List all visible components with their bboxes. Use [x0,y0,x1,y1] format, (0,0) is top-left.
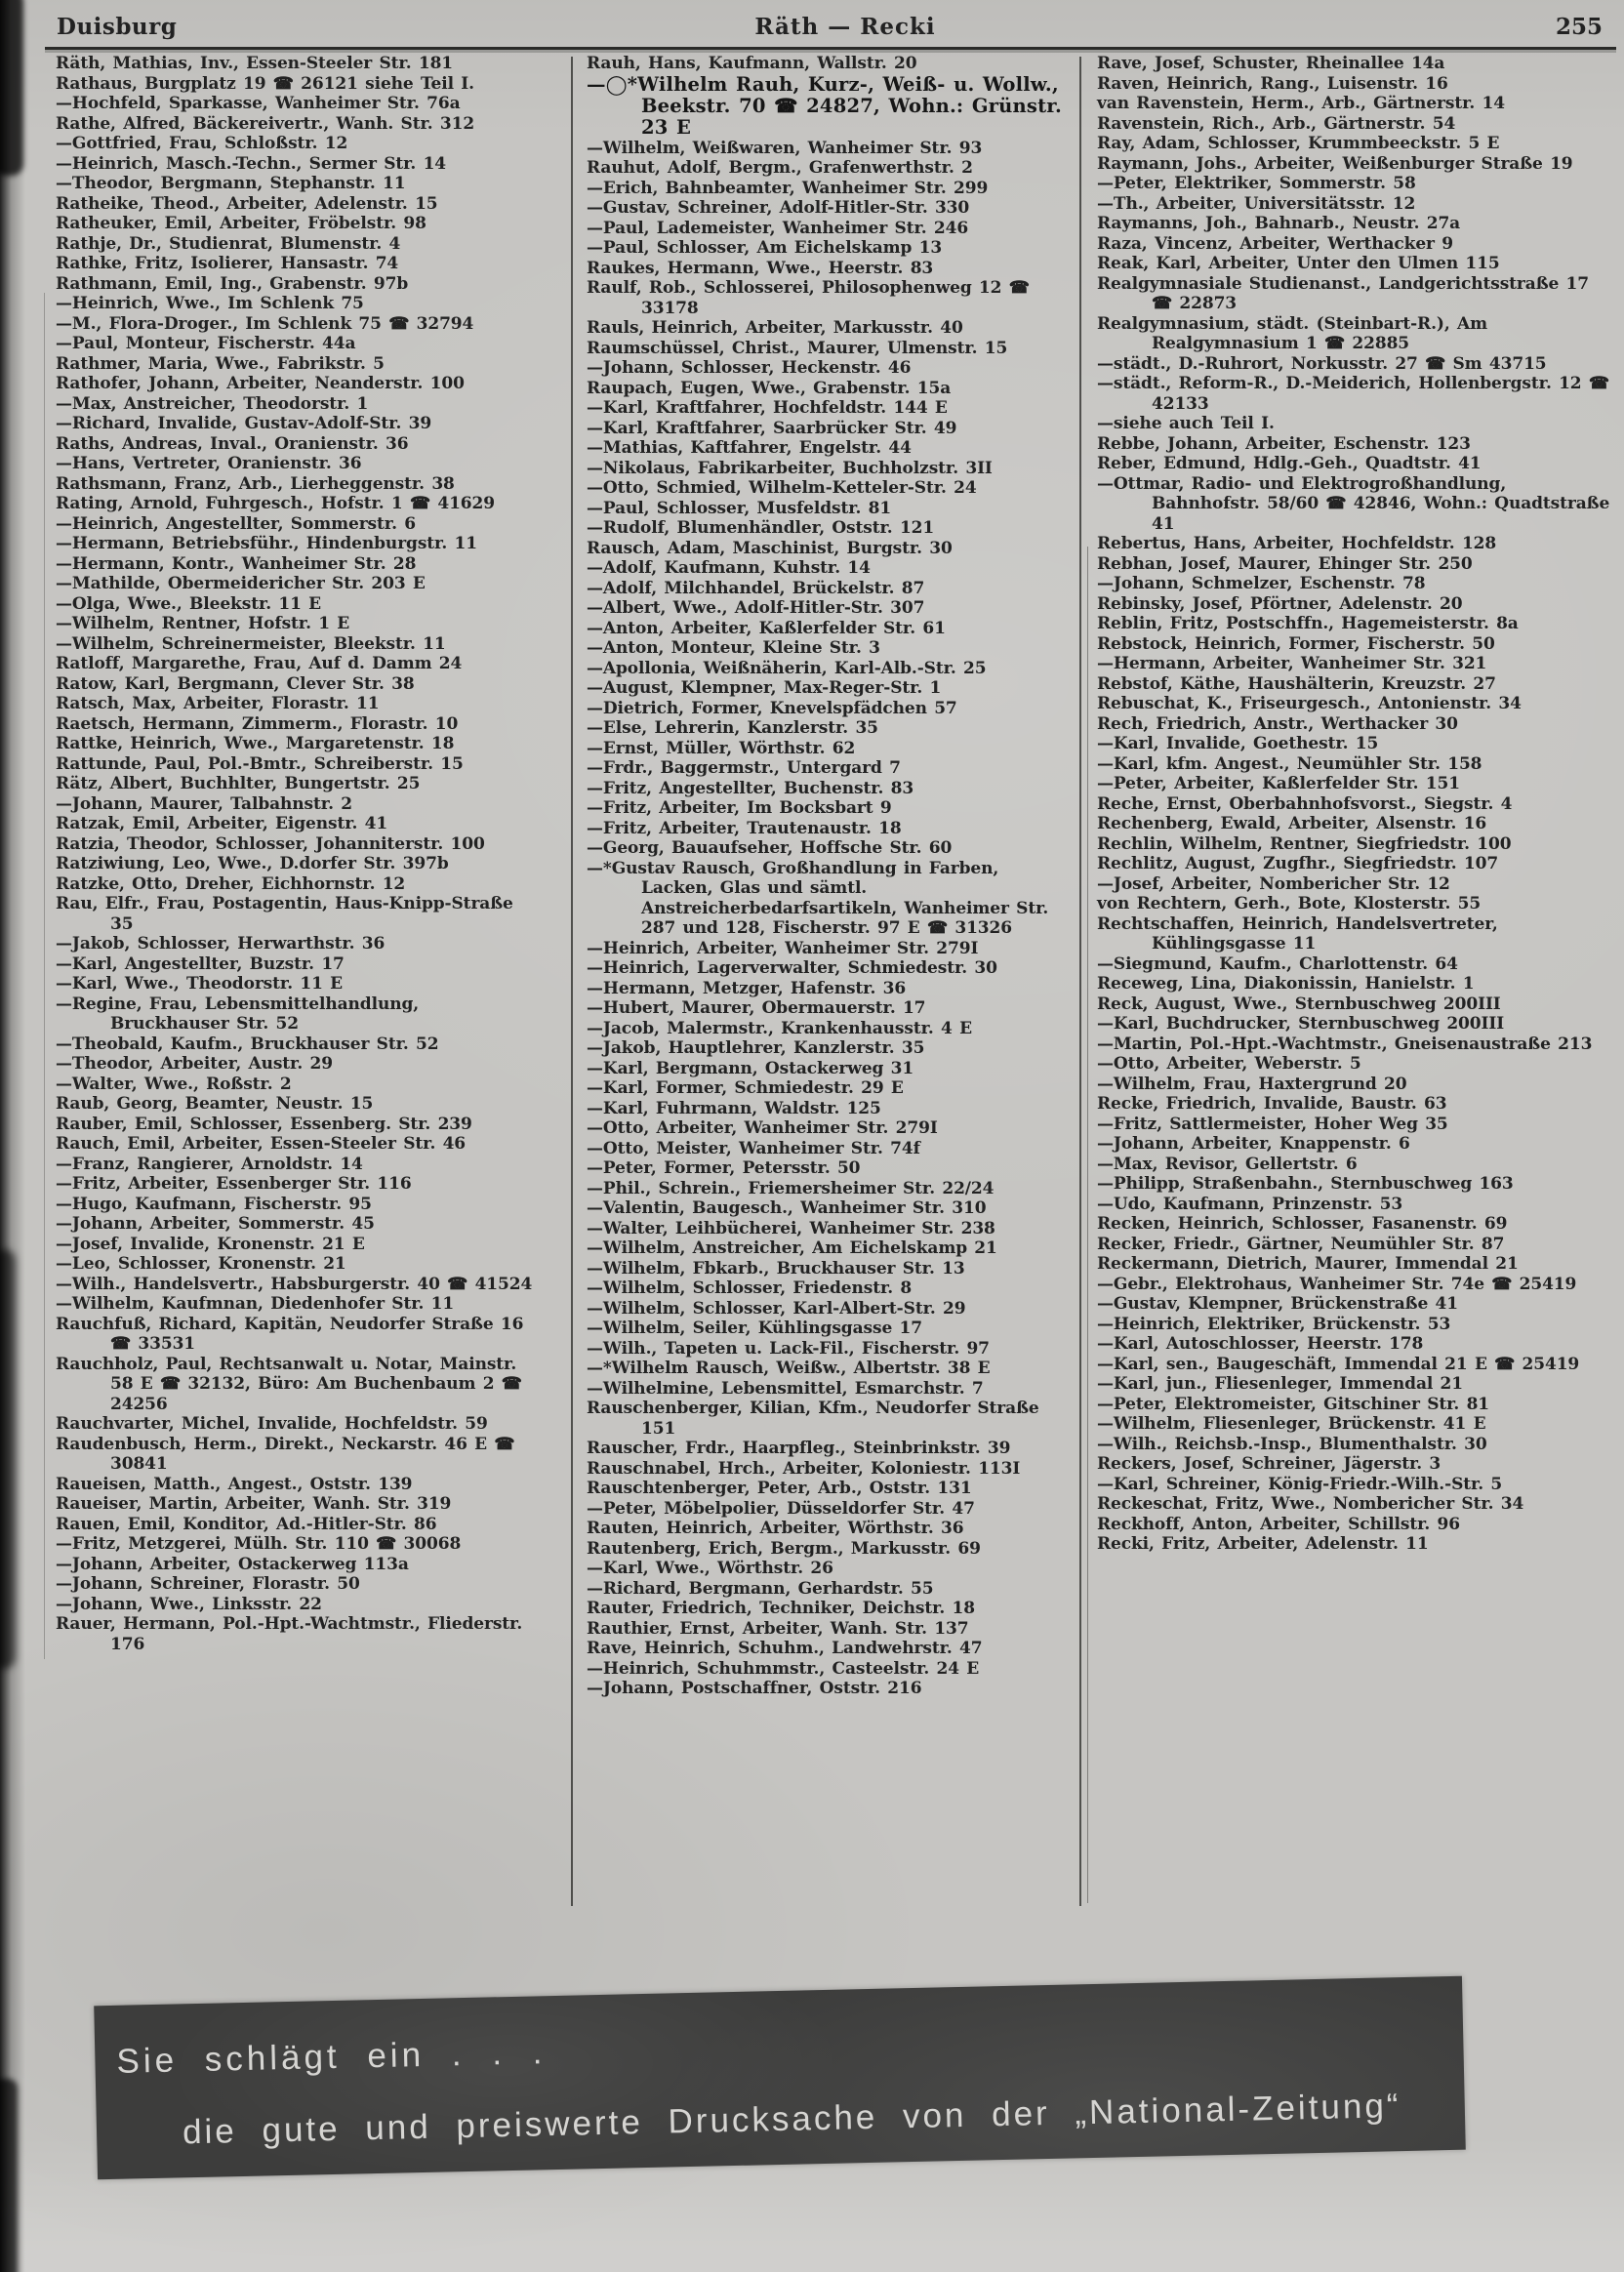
directory-entry: Recker, Friedr., Gärtner, Neumühler Str. 87 [1097,1234,1505,1254]
directory-entry: Reckers, Josef, Schreiner, Jägerstr. 3 [1097,1454,1441,1474]
directory-entry: Rauh, Hans, Kaufmann, Wallstr. 20 [587,54,917,73]
directory-entry: Realgymnasium, städt. (Steinbart-R.), Am Realgymnasium 1 ☎ 22885 [1097,313,1487,353]
directory-entry: Rätz, Albert, Buchhlter, Bungertstr. 25 [56,774,421,793]
directory-entry: Rauschnabel, Hrch., Arbeiter, Koloniestr. 113I [587,1458,1021,1479]
directory-entry: —Wilh., Handelsvertr., Habsburgerstr. 40 ☎ 41524 [56,1274,533,1294]
directory-entry: —Richard, Invalide, Gustav-Adolf-Str. 39 [56,414,432,433]
directory-entry: Rathmer, Maria, Wwe., Fabrikstr. 5 [56,353,385,374]
directory-entry: Rechlitz, August, Zugfhr., Siegfriedstr. 107 [1097,854,1499,873]
directory-entry: —Theodor, Arbeiter, Austr. 29 [56,1054,333,1074]
directory-entry: —Phil., Schrein., Friemersheimer Str. 22/24 [587,1178,995,1198]
directory-entry: —Karl, sen., Baugeschäft, Immendal 21 E ☎ 25419 [1097,1354,1580,1374]
directory-entry: Ratloff, Margarethe, Frau, Auf d. Damm 24 [56,654,463,673]
directory-entry: Rauschenberger, Kilian, Kfm., Neudorfer Straße 151 [587,1399,1039,1439]
directory-entry: Ratheuker, Emil, Arbeiter, Fröbelstr. 98 [56,214,426,233]
directory-entry: —Mathias, Kaftfahrer, Engelstr. 44 [587,438,912,458]
directory-entry: —Jakob, Schlosser, Herwarthstr. 36 [56,934,386,953]
directory-entry: Rebertus, Hans, Arbeiter, Hochfeldstr. 128 [1097,534,1497,553]
directory-column-1 [56,54,541,1654]
directory-entry: —Johann, Wwe., Linksstr. 22 [56,1594,322,1614]
directory-entry: —Fritz, Arbeiter, Essenberger Str. 116 [56,1174,412,1194]
directory-entry: Rauter, Friedrich, Techniker, Deichstr. 18 [587,1599,976,1618]
directory-entry: Reak, Karl, Arbeiter, Unter den Ulmen 115 [1097,254,1500,273]
directory-entry: Rechenberg, Ewald, Arbeiter, Alsenstr. 16 [1097,814,1487,833]
directory-entry: —Hermann, Betriebsführ., Hindenburgstr. 11 [56,534,477,553]
directory-entry: Rausch, Adam, Maschinist, Burgstr. 30 [587,538,953,558]
directory-entry: Rauschtenberger, Peter, Arb., Oststr. 131 [587,1479,972,1498]
directory-entry: —Wilhelm, Anstreicher, Am Eichelskamp 21 [587,1238,997,1258]
directory-entry: Ratzia, Theodor, Schlosser, Johanniterstr. 100 [56,833,485,854]
directory-entry: Raymann, Johs., Arbeiter, Weißenburger Straße 19 [1097,153,1573,174]
directory-entry: Rebstof, Käthe, Haushälterin, Kreuzstr. 27 [1097,673,1496,694]
directory-entry: —Wilhelm, Seiler, Kühlingsgasse 17 [587,1319,922,1338]
directory-entry: —Richard, Bergmann, Gerhardstr. 55 [587,1578,934,1599]
directory-entry: Realgymnasiale Studienanst., Landgerichtsstraße 17 ☎ 22873 [1097,273,1590,313]
directory-entry: Rathmann, Emil, Ing., Grabenstr. 97b [56,273,409,294]
directory-entry: Räth, Mathias, Inv., Essen-Steeler Str. 181 [56,54,454,73]
directory-entry: —Otto, Arbeiter, Weberstr. 5 [1097,1054,1361,1074]
directory-entry: —Rudolf, Blumenhändler, Oststr. 121 [587,518,935,538]
directory-entry: Reber, Edmund, Hdlg.-Geh., Quadtstr. 41 [1097,454,1482,473]
directory-entry: —städt., D.-Ruhrort, Norkusstr. 27 ☎ Sm 43715 [1097,353,1547,374]
directory-entry: —Wilhelmine, Lebensmittel, Esmarchstr. 7 [587,1378,984,1399]
directory-entry: Rathsmann, Franz, Arb., Lierheggenstr. 38 [56,473,455,494]
directory-entry: Reckermann, Dietrich, Maurer, Immendal 21 [1097,1254,1519,1274]
directory-entry: Recke, Friedrich, Invalide, Baustr. 63 [1097,1094,1447,1114]
directory-entry: Rathke, Fritz, Isolierer, Hansastr. 74 [56,254,399,273]
directory-entry: —Else, Lehrerin, Kanzlerstr. 35 [587,718,878,738]
directory-entry: —Fritz, Angestellter, Buchenstr. 83 [587,778,914,798]
directory-entry: —Adolf, Kaufmann, Kuhstr. 14 [587,558,871,578]
directory-entry: —Wilh., Tapeten u. Lack-Fil., Fischerstr. 97 [587,1338,990,1359]
column-divider-2b [1087,547,1088,1903]
header-name-range: Räth — Recki [754,14,936,40]
directory-entry: —Wilhelm, Schlosser, Friedenstr. 8 [587,1278,913,1298]
directory-entry: Rauhut, Adolf, Bergm., Grafenwerthstr. 2 [587,158,973,178]
directory-entry: —Ottmar, Radio- und Elektrogroßhandlung, Bahnhofstr. 58/60 ☎ 42846, Wohn.: Quadtstraße 41 [1097,473,1610,534]
directory-entry: Rauer, Hermann, Pol.-Hpt.-Wachtmstr., Fliederstr. 176 [56,1614,523,1654]
directory-entry: Raths, Andreas, Inval., Oranienstr. 36 [56,433,409,454]
column-divider-2 [1079,57,1081,1906]
directory-entry: —Leo, Schlosser, Kronenstr. 21 [56,1254,346,1274]
directory-entry: Rauch, Emil, Arbeiter, Essen-Steeler Str. 46 [56,1134,467,1154]
directory-entry: Rebinsky, Josef, Pförtner, Adelenstr. 20 [1097,593,1463,614]
directory-entry: Raymanns, Joh., Bahnarb., Neustr. 27a [1097,214,1461,233]
directory-entry: Rathaus, Burgplatz 19 ☎ 26121 siehe Teil I. [56,73,474,94]
directory-entry: —Karl, Autoschlosser, Heerstr. 178 [1097,1334,1424,1354]
directory-entry: —Wilhelm, Kaufmnan, Diedenhofer Str. 11 [56,1294,455,1314]
directory-entry: —Apollonia, Weißnäherin, Karl-Alb.-Str. 25 [587,658,987,678]
directory-entry: Rathje, Dr., Studienrat, Blumenstr. 4 [56,233,401,254]
directory-entry: Ravenstein, Rich., Arb., Gärtnerstr. 54 [1097,113,1456,134]
directory-entry: —Fritz, Sattlermeister, Hoher Weg 35 [1097,1114,1448,1134]
scan-edge-artifact [0,2079,18,2272]
directory-entry: Ratow, Karl, Bergmann, Clever Str. 38 [56,673,415,694]
directory-entry: —M., Flora-Droger., Im Schlenk 75 ☎ 32794 [56,313,474,334]
directory-entry: —Karl, Invalide, Goethestr. 15 [1097,734,1379,753]
directory-entry: —Hochfeld, Sparkasse, Wanheimer Str. 76a [56,94,461,113]
directory-entry: —Paul, Lademeister, Wanheimer Str. 246 [587,218,969,238]
directory-entry: —Olga, Wwe., Bleekstr. 11 E [56,593,322,614]
directory-entry: Rauchvarter, Michel, Invalide, Hochfeldstr. 59 [56,1414,488,1434]
directory-entry: Rautenberg, Erich, Bergm., Markusstr. 69 [587,1538,981,1559]
ad-subline: die gute und preiswerte Drucksache von der „National-Zeitung“ [182,2087,1401,2152]
directory-entry: —Ernst, Müller, Wörthstr. 62 [587,738,856,758]
directory-entry: —Wilhelm, Schreinermeister, Bleekstr. 11 [56,633,446,654]
directory-entry: —Karl, Buchdrucker, Sternbuschweg 200III [1097,1014,1505,1034]
directory-entry: —Karl, Kraftfahrer, Saarbrücker Str. 49 [587,418,957,438]
directory-entry: Reckeschat, Fritz, Wwe., Nombericher Str. 34 [1097,1494,1524,1514]
directory-entry: —Heinrich, Elektriker, Brückenstr. 53 [1097,1314,1451,1334]
directory-entry: —Karl, Wwe., Wörthstr. 26 [587,1559,833,1578]
header-city: Duisburg [57,14,178,40]
directory-entry: —Peter, Möbelpolier, Düsseldorfer Str. 47 [587,1498,975,1519]
directory-entry: —Martin, Pol.-Hpt.-Wachtmstr., Gneisenaustraße 213 [1097,1034,1593,1054]
directory-entry: Rauber, Emil, Schlosser, Essenberg. Str. 239 [56,1114,472,1134]
directory-entry: —Wilhelm, Weißwaren, Wanheimer Str. 93 [587,138,983,158]
directory-entry: —Paul, Schlosser, Musfeldstr. 81 [587,498,892,518]
scan-edge-artifact [0,0,23,176]
directory-entry: —Hermann, Kontr., Wanheimer Str. 28 [56,553,417,574]
directory-entry: Reblin, Fritz, Postschffn., Hagemeisterstr. 8a [1097,614,1519,633]
directory-entry: Raub, Georg, Beamter, Neustr. 15 [56,1094,374,1114]
directory-entry: Ratsch, Max, Arbeiter, Florastr. 11 [56,694,380,713]
directory-entry: —August, Klempner, Max-Reger-Str. 1 [587,678,942,698]
directory-entry: —Karl, kfm. Angest., Neumühler Str. 158 [1097,753,1482,774]
directory-entry: Raueisen, Matth., Angest., Oststr. 139 [56,1474,413,1494]
directory-entry: —Siegmund, Kaufm., Charlottenstr. 64 [1097,953,1458,974]
directory-entry: Ratzke, Otto, Dreher, Eichhornstr. 12 [56,873,406,894]
directory-entry: —Gottfried, Frau, Schloßstr. 12 [56,134,348,153]
header-rule [45,47,1616,50]
directory-entry: —*Wilhelm Rausch, Weißw., Albertstr. 38 E [587,1359,991,1378]
directory-entry: Receweg, Lina, Diakonissin, Hanielstr. 1 [1097,974,1475,994]
directory-entry: —Valentin, Baugesch., Wanheimer Str. 310 [587,1198,987,1218]
directory-entry: —Max, Anstreicher, Theodorstr. 1 [56,393,369,414]
directory-entry: Ray, Adam, Schlosser, Krummbeeckstr. 5 E [1097,134,1500,153]
directory-entry: —Anton, Arbeiter, Kaßlerfelder Str. 61 [587,618,946,638]
directory-entry: —Karl, Fuhrmann, Waldstr. 125 [587,1098,881,1118]
directory-entry: —Anton, Monteur, Kleine Str. 3 [587,638,880,658]
directory-entry: —Otto, Schmied, Wilhelm-Ketteler-Str. 24 [587,478,977,498]
directory-entry: —Mathilde, Obermeidericher Str. 203 E [56,574,426,593]
directory-entry: Rech, Friedrich, Anstr., Werthacker 30 [1097,713,1458,734]
directory-entry: —◯*Wilhelm Rauh, Kurz-, Weiß- u. Wollw., Beekstr. 70 ☎ 24827, Wohn.: Grünstr. 23 E [587,72,1062,139]
directory-entry: —Jakob, Hauptlehrer, Kanzlerstr. 35 [587,1038,925,1058]
directory-entry: Rebuschat, K., Friseurgesch., Antonienstr. 34 [1097,694,1522,713]
directory-entry: —Paul, Monteur, Fischerstr. 44a [56,334,356,353]
directory-entry: —Albert, Wwe., Adolf-Hitler-Str. 307 [587,598,925,618]
directory-entry: —siehe auch Teil I. [1097,414,1275,433]
directory-column-3 [1097,54,1612,1555]
directory-entry: —Peter, Elektriker, Sommerstr. 58 [1097,174,1416,193]
directory-entry: —Gebr., Elektrohaus, Wanheimer Str. 74e ☎ 25419 [1097,1274,1577,1294]
directory-entry: Raudenbusch, Herm., Direkt., Neckarstr. 46 E ☎ 30841 [56,1434,515,1474]
directory-entry: —Johann, Arbeiter, Ostackerweg 113a [56,1554,409,1574]
directory-entry: —Johann, Maurer, Talbahnstr. 2 [56,793,352,814]
directory-entry: van Ravenstein, Herm., Arb., Gärtnerstr. 14 [1097,94,1506,113]
directory-entry: —Dietrich, Former, Knevelspfädchen 57 [587,698,957,718]
directory-entry: —städt., Reform-R., D.-Meiderich, Hollenbergstr. 12 ☎ 42133 [1097,374,1609,414]
directory-entry: —Heinrich, Lagerverwalter, Schmiedestr. 30 [587,958,997,978]
directory-entry: Rebbe, Johann, Arbeiter, Eschenstr. 123 [1097,433,1471,454]
directory-entry: —Karl, Former, Schmiedestr. 29 E [587,1078,904,1098]
directory-entry: Rathe, Alfred, Bäckereivertr., Wanh. Str. 312 [56,113,475,134]
directory-entry: —Johann, Schreiner, Florastr. 50 [56,1574,360,1594]
directory-entry: Raukes, Hermann, Wwe., Heerstr. 83 [587,258,934,278]
directory-entry: —Philipp, Straßenbahn., Sternbuschweg 163 [1097,1174,1514,1194]
directory-entry: Raumschüssel, Christ., Maurer, Ulmenstr. 15 [587,338,1008,358]
directory-entry: —Franz, Rangierer, Arnoldstr. 14 [56,1154,363,1174]
directory-entry: —Otto, Arbeiter, Wanheimer Str. 279I [587,1118,938,1138]
directory-entry: Rebstock, Heinrich, Former, Fischerstr. 50 [1097,633,1495,654]
directory-entry: —Otto, Meister, Wanheimer Str. 74f [587,1138,920,1158]
directory-entry: —Heinrich, Arbeiter, Wanheimer Str. 279I [587,938,979,958]
directory-entry: —Udo, Kaufmann, Prinzenstr. 53 [1097,1194,1403,1214]
directory-entry: —Frdr., Baggermstr., Untergard 7 [587,758,901,778]
directory-entry: —Hubert, Maurer, Obermauerstr. 17 [587,998,926,1018]
scan-fold-line [44,293,45,1659]
directory-entry: —Theodor, Bergmann, Stephanstr. 11 [56,174,406,193]
directory-entry: —Johann, Postschaffner, Oststr. 216 [587,1679,922,1698]
directory-entry: Ratziwiung, Leo, Wwe., D.dorfer Str. 397b [56,854,449,873]
directory-entry: —Johann, Arbeiter, Knappenstr. 6 [1097,1134,1410,1154]
directory-entry: —Nikolaus, Fabrikarbeiter, Buchholzstr. 3II [587,458,993,478]
directory-entry: Rattunde, Paul, Pol.-Bmtr., Schreiberstr. 15 [56,753,464,774]
directory-entry: —Wilhelm, Frau, Haxtergrund 20 [1097,1074,1407,1094]
directory-entry: Rave, Heinrich, Schuhm., Landwehrstr. 47 [587,1639,983,1658]
directory-entry: —Wilhelm, Fliesenleger, Brückenstr. 41 E [1097,1414,1486,1434]
directory-entry: Rauchholz, Paul, Rechtsanwalt u. Notar, Mainstr. 58 E ☎ 32132, Büro: Am Buchenbaum 2 ☎ 24256 [56,1354,522,1414]
directory-entry: —Heinrich, Wwe., Im Schlenk 75 [56,294,364,313]
directory-entry: —Jacob, Malermstr., Krankenhausstr. 4 E [587,1018,972,1038]
directory-entry: —Fritz, Arbeiter, Im Bocksbart 9 [587,798,892,818]
column-divider-1 [571,57,573,1906]
directory-entry: —Georg, Bauaufseher, Hoffsche Str. 60 [587,838,953,858]
directory-entry: Rechlin, Wilhelm, Rentner, Siegfriedstr. 100 [1097,833,1512,854]
directory-entry: —Karl, jun., Fliesenleger, Immendal 21 [1097,1374,1463,1394]
directory-entry: Rauthier, Ernst, Arbeiter, Wanh. Str. 137 [587,1618,969,1639]
scan-edge-artifact [0,1249,16,1669]
directory-entry: —Wilh., Reichsb.-Insp., Blumenthalstr. 30 [1097,1434,1487,1454]
directory-entry: —Heinrich, Angestellter, Sommerstr. 6 [56,513,416,534]
directory-entry: Rauscher, Frdr., Haarpfleg., Steinbrinkstr. 39 [587,1439,1011,1458]
directory-entry: Raulf, Rob., Schlosserei, Philosophenweg 12 ☎ 33178 [587,278,1030,318]
directory-entry: —Regine, Frau, Lebensmittelhandlung, Bruckhauser Str. 52 [56,994,420,1034]
directory-entry: —Fritz, Metzgerei, Mülh. Str. 110 ☎ 30068 [56,1534,462,1554]
directory-column-2 [587,54,1069,1699]
directory-entry: Recken, Heinrich, Schlosser, Fasanenstr. 69 [1097,1214,1508,1234]
directory-entry: Raven, Heinrich, Rang., Luisenstr. 16 [1097,73,1448,94]
directory-entry: Raza, Vincenz, Arbeiter, Werthacker 9 [1097,233,1453,254]
directory-entry: Reck, August, Wwe., Sternbuschweg 200III [1097,994,1501,1014]
directory-entry: —Josef, Invalide, Kronenstr. 21 E [56,1234,365,1254]
directory-entry: Rating, Arnold, Fuhrgesch., Hofstr. 1 ☎ 41629 [56,494,495,513]
directory-entry: —Hans, Vertreter, Oranienstr. 36 [56,454,362,473]
directory-entry: —Wilhelm, Schlosser, Karl-Albert-Str. 29 [587,1298,966,1319]
directory-entry: Rauls, Heinrich, Arbeiter, Markusstr. 40 [587,318,963,338]
advertisement-banner [94,1976,1466,2180]
directory-entry: —Walter, Leihbücherei, Wanheimer Str. 238 [587,1218,995,1238]
directory-entry: Raetsch, Hermann, Zimmerm., Florastr. 10 [56,713,459,734]
directory-entry: —Karl, Wwe., Theodorstr. 11 E [56,974,343,994]
directory-entry: Rattke, Heinrich, Wwe., Margaretenstr. 18 [56,734,455,753]
scan-edge-shadow [0,0,25,2272]
directory-entry: Ratzak, Emil, Arbeiter, Eigenstr. 41 [56,814,388,833]
directory-entry: —Josef, Arbeiter, Nombericher Str. 12 [1097,873,1450,894]
directory-entry: —Heinrich, Masch.-Techn., Sermer Str. 14 [56,153,447,174]
ad-headline: Sie schlägt ein . . . [116,2033,547,2081]
directory-entry: —Johann, Schlosser, Heckenstr. 46 [587,358,912,378]
directory-entry: Rechtschaffen, Heinrich, Handelsvertreter, Kühlingsgasse 11 [1097,913,1498,953]
directory-entry: von Rechtern, Gerh., Bote, Klosterstr. 55 [1097,894,1482,913]
directory-entry: —Hermann, Metzger, Hafenstr. 36 [587,978,907,998]
page-header [45,10,1618,47]
directory-entry: Reche, Ernst, Oberbahnhofsvorst., Siegstr. 4 [1097,793,1513,814]
directory-entry: —Hermann, Arbeiter, Wanheimer Str. 321 [1097,654,1487,673]
page-number: 255 [1555,14,1603,40]
directory-entry: Ratheike, Theod., Arbeiter, Adelenstr. 15 [56,193,438,214]
directory-entry: —Max, Revisor, Gellertstr. 6 [1097,1154,1358,1174]
directory-entry: —Johann, Schmelzer, Eschenstr. 78 [1097,574,1426,593]
directory-entry: —Th., Arbeiter, Universitätsstr. 12 [1097,193,1416,214]
directory-entry: —Paul, Schlosser, Am Eichelskamp 13 [587,238,943,258]
directory-entry: Rave, Josef, Schuster, Rheinallee 14a [1097,54,1445,73]
directory-entry: Rebhan, Josef, Maurer, Ehinger Str. 250 [1097,553,1473,574]
directory-entry: —Wilhelm, Rentner, Hofstr. 1 E [56,614,350,633]
directory-entry: —Karl, Bergmann, Ostackerweg 31 [587,1058,914,1078]
directory-entry: —Peter, Arbeiter, Kaßlerfelder Str. 151 [1097,774,1460,793]
directory-entry: —Erich, Bahnbeamter, Wanheimer Str. 299 [587,178,989,198]
directory-entry: Rau, Elfr., Frau, Postagentin, Haus-Knipp-Straße 35 [56,894,513,934]
directory-entry: —Gustav, Schreiner, Adolf-Hitler-Str. 330 [587,198,970,218]
directory-entry: Rauchfuß, Richard, Kapitän, Neudorfer Straße 16 ☎ 33531 [56,1314,524,1354]
directory-entry: —Wilhelm, Fbkarb., Bruckhauser Str. 13 [587,1258,965,1278]
directory-entry: —Theobald, Kaufm., Bruckhauser Str. 52 [56,1034,439,1054]
directory-entry: —Johann, Arbeiter, Sommerstr. 45 [56,1214,375,1234]
directory-entry: —Walter, Wwe., Roßstr. 2 [56,1074,292,1094]
directory-entry: —Heinrich, Schuhmmstr., Casteelstr. 24 E [587,1658,980,1679]
directory-entry: Raupach, Eugen, Wwe., Grabenstr. 15a [587,378,952,398]
directory-entry: Raueiser, Martin, Arbeiter, Wanh. Str. 319 [56,1494,452,1514]
directory-entry: —*Gustav Rausch, Großhandlung in Farben, Lacken, Glas und sämtl. Anstreicherbedarfsartikeln, Wanheimer Str. 287 und 128, Fischerstr. 97 E ☎ 31326 [587,858,1049,938]
directory-entry: Recki, Fritz, Arbeiter, Adelenstr. 11 [1097,1534,1429,1554]
directory-entry: —Fritz, Arbeiter, Trautenaustr. 18 [587,818,902,838]
directory-entry: —Gustav, Klempner, Brückenstraße 41 [1097,1294,1458,1314]
directory-entry: Rauten, Heinrich, Arbeiter, Wörthstr. 36 [587,1519,964,1538]
directory-entry: —Peter, Elektromeister, Gitschiner Str. 81 [1097,1394,1490,1414]
directory-entry: Rathofer, Johann, Arbeiter, Neanderstr. 100 [56,374,465,393]
directory-entry: —Karl, Kraftfahrer, Hochfeldstr. 144 E [587,398,948,418]
directory-entry: Reckhoff, Anton, Arbeiter, Schillstr. 96 [1097,1514,1461,1534]
directory-entry: —Karl, Schreiner, König-Friedr.-Wilh.-Str. 5 [1097,1474,1503,1494]
directory-entry: —Karl, Angestellter, Buzstr. 17 [56,953,345,974]
directory-entry: Rauen, Emil, Konditor, Ad.-Hitler-Str. 86 [56,1514,437,1534]
directory-entry: —Peter, Former, Petersstr. 50 [587,1158,861,1178]
directory-entry: —Hugo, Kaufmann, Fischerstr. 95 [56,1194,372,1214]
directory-entry: —Adolf, Milchhandel, Brückelstr. 87 [587,578,925,598]
